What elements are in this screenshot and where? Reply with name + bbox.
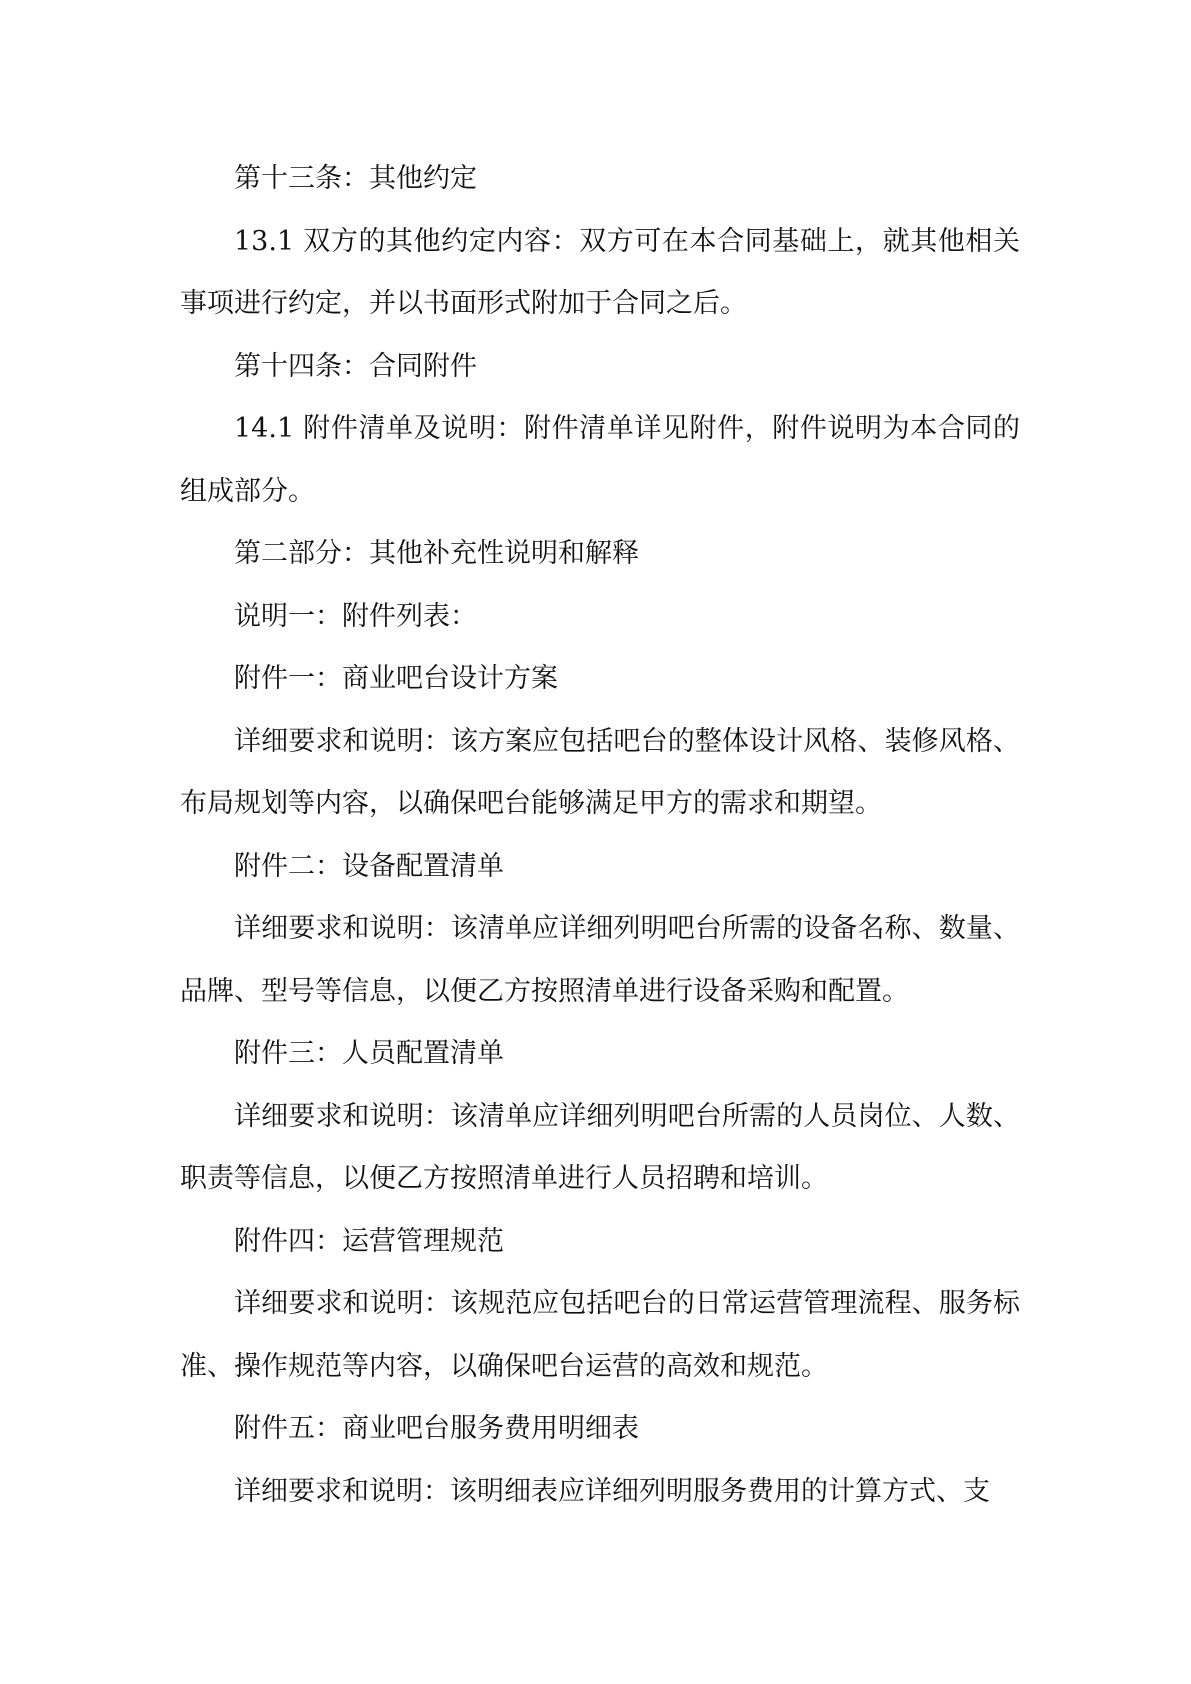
attachment-2-description: 详细要求和说明：该清单应详细列明吧台所需的设备名称、数量、品牌、型号等信息，以便乙方按照清单进行设备采购和配置。 — [180, 913, 1020, 1007]
attachment-2-heading: 附件二：设备配置清单 — [234, 850, 504, 882]
attachment-3-heading: 附件三：人员配置清单 — [234, 1038, 504, 1069]
part-2-heading: 第二部分：其他补充性说明和解释 — [234, 538, 639, 569]
attachment-5-description: 详细要求和说明：该明细表应详细列明服务费用的计算方式、支 — [234, 1475, 990, 1507]
attachment-5-heading: 附件五：商业吧台服务费用明细表 — [234, 1413, 639, 1444]
article-14-heading: 第十四条：合同附件 — [234, 350, 477, 382]
document-body — [180, 148, 1020, 1523]
article-13-heading: 第十三条：其他约定 — [234, 163, 477, 194]
attachment-3-description: 详细要求和说明：该清单应详细列明吧台所需的人员岗位、人数、职责等信息，以便乙方按照清单进行人员招聘和培训。 — [180, 1100, 1020, 1194]
attachment-1-heading: 附件一：商业吧台设计方案 — [234, 663, 558, 694]
clause-13-1: 13.1 双方的其他约定内容：双方可在本合同基础上，就其他相关事项进行约定，并以书面形式附加于合同之后。 — [180, 225, 1020, 319]
attachment-4-description: 详细要求和说明：该规范应包括吧台的日常运营管理流程、服务标准、操作规范等内容，以确保吧台运营的高效和规范。 — [180, 1288, 1020, 1382]
note-1-heading: 说明一：附件列表： — [234, 600, 477, 632]
attachment-4-heading: 附件四：运营管理规范 — [234, 1225, 504, 1257]
attachment-1-description: 详细要求和说明：该方案应包括吧台的整体设计风格、装修风格、布局规划等内容，以确保吧台能够满足甲方的需求和期望。 — [180, 725, 1020, 819]
clause-14-1: 14.1 附件清单及说明：附件清单详见附件，附件说明为本合同的组成部分。 — [180, 413, 1020, 507]
